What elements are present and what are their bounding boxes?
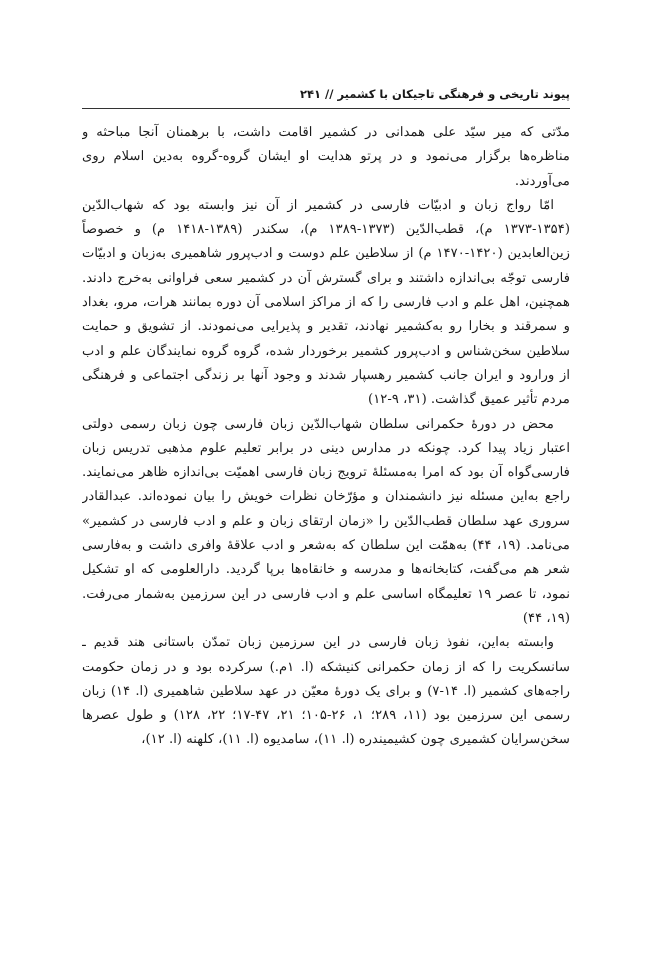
running-header: پیوند تاریخی و فرهنگی تاجیکان با کشمیر // ۲۴۱: [299, 87, 570, 101]
header-divider: [82, 108, 570, 109]
paragraph-2: امّا رواج زبان و ادبیّات فارسی در کشمیر از آن نیز وابسته بود که شهاب‌الدّین (۱۳۵۴-۱۳۷۳ م)، قطب‌الدّین (۱۳۷۳-۱۳۸۹ م)، سکندر (۱۳۸۹-۱۴۱۸ م) و خصوصاً زین‌العابدین (۱۴۲۰-۱۴۷۰ م) از سلاطین علم دوست و ادب‌پرور شاهمیری به‌زبان و ادبیّات فارسی توجّه بی‌اندازه داشتند و برای گسترش آن در کشمیر سعی فراوانی به‌خرج دادند. همچنین، اهل علم و ادب فارسی را که از مراکز اسلامی آن دوره بمانند هرات، مرو، بغداد و سمرقند و بخارا رو به‌کشمیر نهادند، تقدیر و پذیرایی می‌نمودند. از تشویق و حمایت سلاطین سخن‌شناس و ادب‌پرور کشمیر برخوردار شده، گروه گروه نمایندگان علم و ادب از ورارود و ایران جانب کشمیر رهسپار شدند و وجود آنها بر زندگی اجتماعی و فرهنگی مردم تأثیر عمیق گذاشت. (۳۱، ۹-۱۲): [82, 197, 570, 408]
body-text: [82, 121, 570, 935]
paragraph-3: محض در دورهٔ حکمرانی سلطان شهاب‌الدّین زبان فارسی چون زبان رسمی دولتی اعتبار زیاد پیدا کرد. چونکه در مدارس دینی در برابر تعلیم علوم مذهبی تدریس زبان فارسی‌گواه آن بود که امرا به‌مسئلهٔ ترویج زبان فارسی اهمیّت بی‌اندازه ظاهر می‌نمایند. راجع به‌این مسئله نیز دانشمندان و مؤرّخان نظرات خویش را بیان نموده‌اند. عبدالقادر سروری عهد سلطان قطب‌الدّین را «زمان ارتقای زبان و علم و ادب فارسی در کشمیر» می‌نامد. (۱۹، ۴۴) به‌همّت این سلطان که به‌شعر و ادب علاقهٔ وافری داشت و به‌فارسی شعر هم می‌گفت، کتابخانه‌ها و مدرسه و خانقاه‌ها برپا گردید. دارالعلومی که او تشکیل نمود، تا عصر ۱۹ تعلیمگاه اساسی علم و ادب فارسی در این سرزمین به‌شمار می‌رفت. (۱۹، ۴۴): [82, 416, 570, 626]
paragraph-4: وابسته به‌این، نفوذ زبان فارسی در این سرزمین زبان تمدّن باستانی هند قدیم ـ سانسکریت را که از زمان حکمرانی کنیشکه (ا. ۱م.) سرکرده بود و در زمان حکومت راجه‌های کشمیر (ا. ۱۴-۷) و برای یک دورهٔ معیّن در عهد سلاطین شاهمیری (ا. ۱۴) زبان رسمی این سرزمین بود (۱۱، ۲۸۹؛ ۱، ۲۶-۱۰۵؛ ۲۱، ۴۷-۱۷؛ ۲۲، ۱۲۸) و طول عصرها سخن‌سرایان کشمیری چون کشیمیندره (ا. ۱۱)، سامدیوه (ا. ۱۱)، کلهنه (ا. ۱۲)،: [82, 635, 570, 748]
paragraph-1: مدّتی که میر سیّد علی همدانی در کشمیر اقامت داشت، با برهمنان آنجا مباحثه و مناظره‌ها برگزار می‌نمود و در پرتو هدایت او ایشان گروه‌-گروه به‌دین اسلام روی می‌آوردند.: [82, 125, 570, 189]
